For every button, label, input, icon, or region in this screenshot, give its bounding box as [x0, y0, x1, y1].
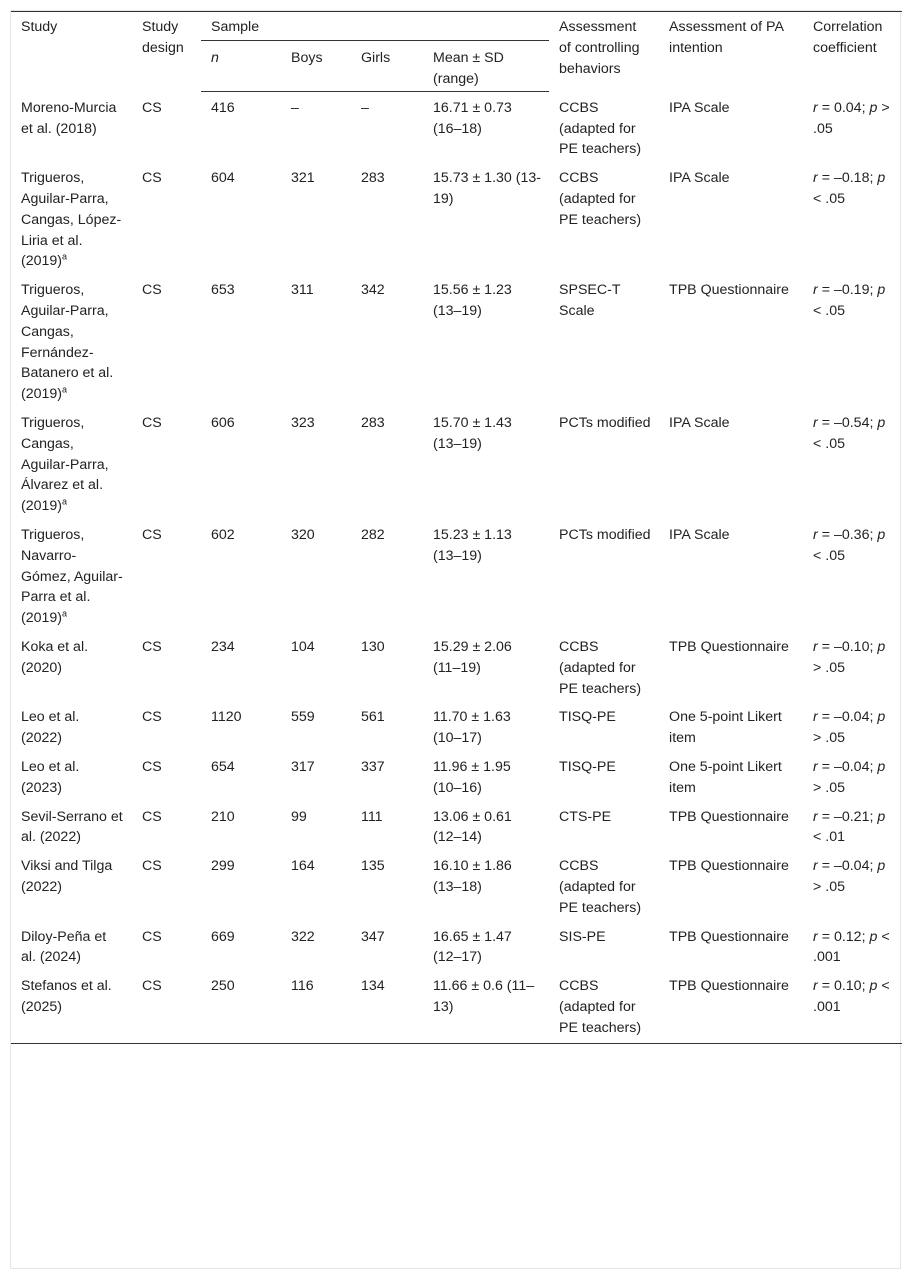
cell-study — [11, 850, 132, 920]
cell-assessment-pa — [659, 407, 803, 519]
p-value: < .001 — [813, 978, 890, 1015]
cell-study — [11, 407, 132, 519]
cell-mean-sd-text: 16.65 ± 1.47 (12–17) — [433, 928, 512, 966]
table-row — [11, 162, 902, 274]
studies-table — [11, 11, 902, 1044]
cell-design — [132, 701, 201, 751]
cell-boys-text: 116 — [291, 978, 314, 995]
cell-assessment-pa — [659, 701, 803, 751]
cell-mean-sd-text: 15.29 ± 2.06 (11–19) — [433, 639, 512, 676]
p-value: > .05 — [813, 99, 890, 137]
cell-design-text: CS — [142, 527, 162, 544]
cell-mean-sd-text: 11.66 ± 0.6 (11–13) — [433, 978, 535, 1015]
cell-assessment-controlling-text: SPSEC-T Scale — [559, 282, 621, 320]
cell-n-text: 1120 — [211, 709, 242, 726]
cell-assessment-pa-text: IPA Scale — [669, 527, 730, 544]
table-row — [11, 519, 902, 631]
p-symbol: p — [877, 415, 886, 432]
table-row — [11, 751, 902, 801]
cell-mean-sd-text: 11.96 ± 1.95 (10–16) — [433, 759, 511, 796]
cell-girls — [351, 970, 423, 1043]
cell-study-text: Leo et al. (2023) — [21, 759, 80, 796]
r-symbol: r — [813, 99, 818, 116]
header-sample: Sample — [201, 12, 549, 41]
cell-study — [11, 519, 132, 631]
cell-boys — [281, 921, 351, 971]
cell-boys-text: – — [291, 100, 299, 117]
r-symbol: r — [813, 415, 818, 432]
footnote-marker: a — [62, 384, 68, 395]
cell-mean-sd — [423, 921, 549, 971]
header-correlation: Correlation coefficient — [803, 12, 902, 92]
cell-girls — [351, 751, 423, 801]
cell-assessment-controlling-text: PCTs modified — [559, 527, 651, 544]
cell-assessment-controlling — [549, 970, 659, 1043]
header-girls: Girls — [351, 40, 423, 92]
cell-design-text: CS — [142, 759, 162, 775]
cell-study-text: Stefanos et al. (2025) — [21, 978, 112, 1015]
cell-assessment-controlling-text: TISQ-PE — [559, 709, 616, 726]
cell-design — [132, 92, 201, 162]
r-value: = –0.19; — [821, 282, 874, 299]
header-boys: Boys — [281, 40, 351, 92]
cell-boys — [281, 274, 351, 407]
cell-n — [201, 801, 281, 851]
header-study-design: Study design — [132, 12, 201, 92]
table-body — [11, 92, 902, 1043]
cell-design-text: CS — [142, 928, 162, 945]
table-row — [11, 701, 902, 751]
cell-boys — [281, 970, 351, 1043]
cell-mean-sd — [423, 970, 549, 1043]
cell-assessment-controlling-text: CCBS (adapted for PE teachers) — [559, 170, 642, 228]
cell-design — [132, 921, 201, 971]
table-row — [11, 407, 902, 519]
footnote-marker: a — [62, 251, 68, 262]
cell-girls-text: 342 — [361, 282, 385, 299]
cell-assessment-pa-text: One 5-point Likert item — [669, 759, 782, 796]
cell-mean-sd — [423, 92, 549, 162]
cell-n-text: 654 — [211, 759, 235, 775]
r-symbol: r — [813, 282, 818, 299]
cell-study-text: Viksi and Tilga (2022) — [21, 858, 113, 895]
cell-n-text: 210 — [211, 808, 235, 825]
cell-assessment-pa — [659, 850, 803, 920]
p-symbol: p — [877, 282, 886, 299]
cell-assessment-pa — [659, 162, 803, 274]
cell-n — [201, 92, 281, 162]
cell-girls — [351, 274, 423, 407]
cell-design — [132, 970, 201, 1043]
cell-assessment-controlling — [549, 407, 659, 519]
table-row — [11, 631, 902, 701]
p-symbol: p — [877, 639, 886, 656]
cell-assessment-pa-text: TPB Questionnaire — [669, 282, 789, 299]
cell-n-text: 604 — [211, 170, 235, 187]
r-symbol: r — [813, 639, 818, 656]
cell-assessment-controlling — [549, 801, 659, 851]
cell-assessment-pa — [659, 92, 803, 162]
cell-n — [201, 850, 281, 920]
cell-boys-text: 320 — [291, 527, 315, 544]
cell-boys — [281, 631, 351, 701]
cell-assessment-pa-text: TPB Questionnaire — [669, 928, 789, 945]
p-value: < .05 — [813, 303, 845, 320]
cell-assessment-pa-text: One 5-point Likert item — [669, 709, 782, 747]
cell-assessment-pa — [659, 751, 803, 801]
cell-boys — [281, 519, 351, 631]
cell-assessment-pa-text: IPA Scale — [669, 99, 730, 116]
cell-assessment-controlling-text: SIS-PE — [559, 928, 606, 945]
cell-study — [11, 631, 132, 701]
p-symbol: p — [877, 709, 886, 726]
cell-n — [201, 751, 281, 801]
cell-design — [132, 162, 201, 274]
cell-assessment-controlling — [549, 274, 659, 407]
cell-mean-sd — [423, 162, 549, 274]
cell-assessment-pa — [659, 274, 803, 407]
p-value: > .05 — [813, 730, 845, 747]
table-row — [11, 92, 902, 162]
cell-mean-sd — [423, 850, 549, 920]
p-symbol: p — [869, 978, 878, 995]
header-mean-sd: Mean ± SD (range) — [423, 40, 549, 92]
cell-correlation — [803, 407, 902, 519]
cell-assessment-controlling-text: TISQ-PE — [559, 759, 616, 775]
footnote-marker: a — [62, 608, 68, 619]
cell-study — [11, 801, 132, 851]
cell-correlation — [803, 970, 902, 1043]
cell-assessment-controlling-text: CCBS (adapted for PE teachers) — [559, 978, 642, 1036]
cell-mean-sd — [423, 801, 549, 851]
cell-design — [132, 751, 201, 801]
cell-assessment-pa — [659, 970, 803, 1043]
cell-correlation — [803, 274, 902, 407]
p-symbol: p — [877, 858, 886, 875]
r-value: = –0.18; — [821, 170, 874, 187]
table-row — [11, 970, 902, 1043]
p-value: > .05 — [813, 659, 845, 676]
cell-girls — [351, 162, 423, 274]
p-value: < .05 — [813, 435, 845, 452]
cell-mean-sd — [423, 751, 549, 801]
r-value: = –0.54; — [821, 415, 874, 432]
cell-n — [201, 162, 281, 274]
r-value: = 0.12; — [821, 928, 866, 945]
cell-girls-text: 130 — [361, 639, 385, 656]
cell-assessment-pa — [659, 631, 803, 701]
cell-boys-text: 311 — [291, 282, 314, 299]
cell-assessment-controlling — [549, 701, 659, 751]
cell-boys — [281, 801, 351, 851]
cell-correlation — [803, 850, 902, 920]
r-value: = –0.21; — [821, 808, 874, 825]
cell-assessment-controlling — [549, 751, 659, 801]
cell-mean-sd-text: 15.56 ± 1.23 (13–19) — [433, 282, 512, 320]
cell-boys — [281, 162, 351, 274]
r-value: = –0.04; — [821, 858, 874, 875]
cell-design-text: CS — [142, 170, 162, 187]
cell-girls — [351, 921, 423, 971]
r-symbol: r — [813, 858, 818, 875]
cell-correlation — [803, 701, 902, 751]
cell-study-text: Moreno-Murcia et al. (2018) — [21, 99, 117, 137]
r-value: = 0.10; — [821, 978, 866, 995]
cell-mean-sd-text: 13.06 ± 0.61 (12–14) — [433, 808, 512, 846]
cell-study-text: Trigueros, Aguilar-Parra, Cangas, Fernández-Batanero et al. (2019) — [21, 282, 114, 403]
r-symbol: r — [813, 808, 818, 825]
r-symbol: r — [813, 170, 818, 187]
cell-n-text: 669 — [211, 928, 235, 945]
cell-boys-text: 164 — [291, 858, 315, 875]
r-value: = –0.04; — [821, 759, 874, 775]
cell-assessment-controlling-text: PCTs modified — [559, 415, 651, 432]
cell-design — [132, 519, 201, 631]
cell-study-text: Trigueros, Navarro-Gómez, Aguilar-Parra et al. (2019) — [21, 527, 123, 627]
cell-design — [132, 407, 201, 519]
cell-study-text: Diloy-Peña et al. (2024) — [21, 928, 107, 966]
cell-correlation — [803, 631, 902, 701]
cell-assessment-pa-text: IPA Scale — [669, 415, 730, 432]
cell-assessment-controlling — [549, 631, 659, 701]
table-row — [11, 921, 902, 971]
cell-girls-text: 283 — [361, 170, 385, 187]
cell-girls-text: – — [361, 100, 369, 117]
cell-study-text: Koka et al. (2020) — [21, 639, 89, 676]
cell-mean-sd-text: 11.70 ± 1.63 (10–17) — [433, 709, 511, 747]
cell-n-text: 606 — [211, 415, 235, 432]
cell-assessment-controlling-text: CTS-PE — [559, 808, 612, 825]
header-row-1 — [11, 12, 902, 41]
cell-correlation — [803, 801, 902, 851]
cell-boys-text: 99 — [291, 808, 307, 825]
cell-study — [11, 701, 132, 751]
header-study: Study — [11, 12, 132, 92]
cell-assessment-pa — [659, 519, 803, 631]
cell-girls-text: 111 — [361, 808, 383, 825]
cell-design — [132, 850, 201, 920]
cell-mean-sd-text: 15.73 ± 1.30 (13-19) — [433, 170, 541, 208]
cell-study — [11, 162, 132, 274]
p-value: < .05 — [813, 191, 845, 208]
header-assessment-controlling: Assessment of controlling behaviors — [549, 12, 659, 92]
cell-assessment-pa-text: TPB Questionnaire — [669, 858, 789, 875]
cell-boys-text: 323 — [291, 415, 315, 432]
cell-boys — [281, 701, 351, 751]
cell-design-text: CS — [142, 99, 162, 116]
cell-study — [11, 921, 132, 971]
cell-n — [201, 631, 281, 701]
cell-design — [132, 801, 201, 851]
r-value: = 0.04; — [821, 99, 866, 116]
cell-correlation — [803, 921, 902, 971]
r-symbol: r — [813, 527, 818, 544]
cell-boys — [281, 751, 351, 801]
table-row — [11, 850, 902, 920]
cell-boys-text: 104 — [291, 639, 315, 656]
cell-design — [132, 631, 201, 701]
cell-n — [201, 701, 281, 751]
cell-boys — [281, 407, 351, 519]
p-symbol: p — [869, 928, 878, 945]
cell-assessment-controlling — [549, 519, 659, 631]
header-assessment-pa: Assessment of PA intention — [659, 12, 803, 92]
cell-study — [11, 751, 132, 801]
p-value: < .001 — [813, 928, 890, 966]
p-symbol: p — [877, 170, 886, 187]
cell-assessment-pa-text: IPA Scale — [669, 170, 730, 187]
cell-girls — [351, 92, 423, 162]
cell-assessment-controlling — [549, 921, 659, 971]
cell-mean-sd — [423, 631, 549, 701]
cell-assessment-pa — [659, 801, 803, 851]
cell-girls — [351, 407, 423, 519]
cell-study — [11, 92, 132, 162]
cell-design-text: CS — [142, 858, 162, 875]
cell-n-text: 250 — [211, 978, 235, 995]
cell-girls-text: 283 — [361, 415, 385, 432]
cell-boys — [281, 92, 351, 162]
cell-girls-text: 282 — [361, 527, 385, 544]
cell-n — [201, 921, 281, 971]
r-value: = –0.04; — [821, 709, 874, 726]
p-symbol: p — [877, 527, 886, 544]
cell-n-text: 234 — [211, 639, 235, 656]
cell-boys-text: 322 — [291, 928, 315, 945]
cell-design — [132, 274, 201, 407]
cell-study — [11, 970, 132, 1043]
cell-girls-text: 337 — [361, 759, 385, 775]
cell-study-text: Trigueros, Cangas, Aguilar-Parra, Álvarez et al. (2019) — [21, 415, 109, 515]
cell-boys — [281, 850, 351, 920]
cell-correlation — [803, 751, 902, 801]
cell-n-text: 416 — [211, 100, 235, 117]
cell-design-text: CS — [142, 639, 162, 656]
cell-assessment-controlling — [549, 850, 659, 920]
cell-n-text: 299 — [211, 858, 235, 875]
cell-mean-sd — [423, 701, 549, 751]
r-value: = –0.36; — [821, 527, 874, 544]
cell-correlation — [803, 162, 902, 274]
cell-n — [201, 407, 281, 519]
cell-girls — [351, 631, 423, 701]
cell-study-text: Leo et al. (2022) — [21, 709, 80, 747]
p-symbol: p — [877, 808, 886, 825]
cell-assessment-controlling-text: CCBS (adapted for PE teachers) — [559, 858, 642, 916]
cell-study-text: Trigueros, Aguilar-Parra, Cangas, López-Liria et al. (2019) — [21, 170, 122, 270]
cell-mean-sd — [423, 407, 549, 519]
r-symbol: r — [813, 978, 818, 995]
cell-n-text: 653 — [211, 282, 235, 299]
cell-design-text: CS — [142, 415, 162, 432]
cell-boys-text: 317 — [291, 759, 315, 775]
cell-girls — [351, 850, 423, 920]
table-row — [11, 801, 902, 851]
r-symbol: r — [813, 928, 818, 945]
r-value: = –0.10; — [821, 639, 874, 656]
p-symbol: p — [877, 759, 886, 775]
cell-girls — [351, 701, 423, 751]
cell-design-text: CS — [142, 282, 162, 299]
cell-assessment-controlling-text: CCBS (adapted for PE teachers) — [559, 639, 642, 697]
cell-assessment-pa-text: TPB Questionnaire — [669, 978, 789, 995]
header-n: n — [201, 40, 281, 92]
cell-girls-text: 134 — [361, 978, 385, 995]
cell-n — [201, 970, 281, 1043]
p-symbol: p — [869, 99, 878, 116]
cell-correlation — [803, 519, 902, 631]
cell-mean-sd-text: 16.71 ± 0.73 (16–18) — [433, 100, 512, 138]
p-value: > .05 — [813, 779, 845, 796]
cell-n — [201, 274, 281, 407]
cell-girls-text: 135 — [361, 858, 385, 875]
cell-mean-sd-text: 16.10 ± 1.86 (13–18) — [433, 858, 512, 895]
cell-design-text: CS — [142, 709, 162, 726]
cell-girls-text: 561 — [361, 709, 385, 726]
cell-study — [11, 274, 132, 407]
cell-girls-text: 347 — [361, 928, 385, 945]
cell-assessment-pa — [659, 921, 803, 971]
footnote-marker: a — [62, 496, 68, 507]
cell-mean-sd — [423, 274, 549, 407]
cell-assessment-controlling-text: CCBS (adapted for PE teachers) — [559, 99, 642, 158]
cell-boys-text: 321 — [291, 170, 315, 187]
cell-design-text: CS — [142, 808, 162, 825]
cell-girls — [351, 801, 423, 851]
cell-mean-sd-text: 15.23 ± 1.13 (13–19) — [433, 527, 512, 564]
cell-design-text: CS — [142, 978, 162, 995]
cell-boys-text: 559 — [291, 709, 315, 726]
p-value: < .01 — [813, 829, 845, 846]
cell-mean-sd-text: 15.70 ± 1.43 (13–19) — [433, 415, 512, 452]
r-symbol: r — [813, 759, 818, 775]
p-value: > .05 — [813, 878, 845, 895]
p-value: < .05 — [813, 547, 845, 564]
cell-study-text: Sevil-Serrano et al. (2022) — [21, 808, 123, 846]
cell-assessment-pa-text: TPB Questionnaire — [669, 639, 789, 656]
cell-n — [201, 519, 281, 631]
cell-n-text: 602 — [211, 527, 235, 544]
cell-assessment-controlling — [549, 92, 659, 162]
r-symbol: r — [813, 709, 818, 726]
table-row — [11, 274, 902, 407]
cell-assessment-pa-text: TPB Questionnaire — [669, 808, 789, 825]
cell-girls — [351, 519, 423, 631]
cell-assessment-controlling — [549, 162, 659, 274]
cell-mean-sd — [423, 519, 549, 631]
cell-correlation — [803, 92, 902, 162]
